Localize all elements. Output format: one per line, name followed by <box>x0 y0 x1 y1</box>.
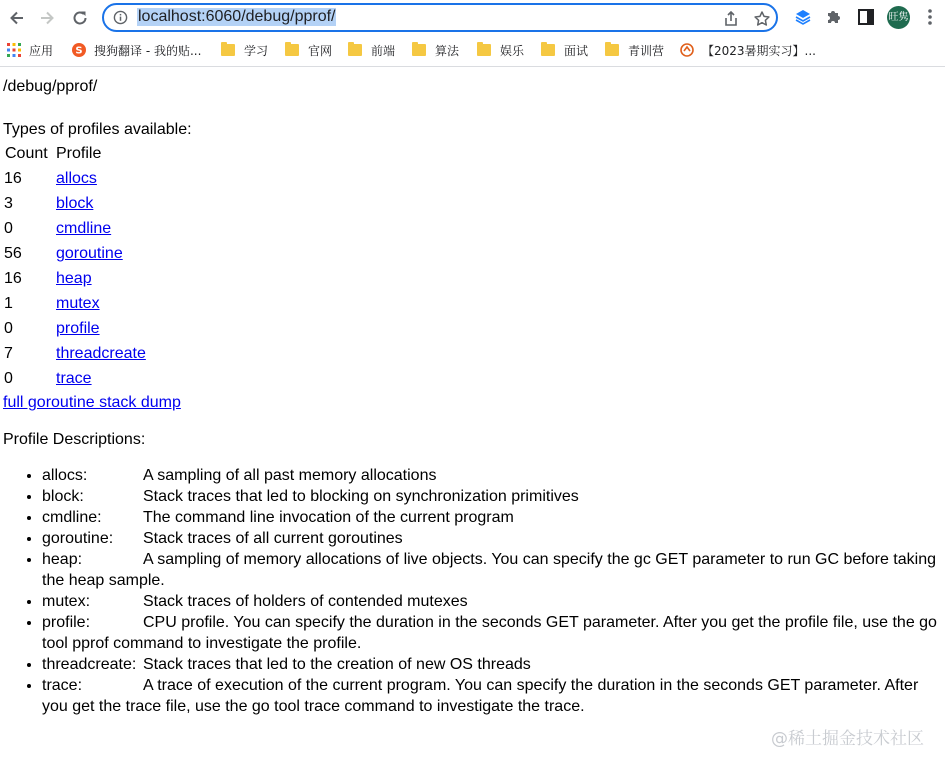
description-item: • heap: A sampling of memory allocations of live objects. You can specify the gc GET parameter to run GC before taking the heap sample. <box>42 549 945 591</box>
bookmark-folder-youth-camp[interactable]: 青训营 <box>605 41 664 59</box>
bookmarks-bar <box>0 35 945 67</box>
profile-count: 16 <box>4 270 22 287</box>
description-item: • allocs: A sampling of all past memory allocations <box>42 465 945 486</box>
page-title: /debug/pprof/ <box>3 78 98 95</box>
browser-toolbar <box>0 0 945 35</box>
folder-icon <box>221 44 235 56</box>
profile-link-cmdline[interactable]: cmdline <box>56 220 112 237</box>
profile-link-block[interactable]: block <box>56 195 94 212</box>
more-menu-icon[interactable] <box>920 7 940 27</box>
forward-button[interactable] <box>35 6 59 30</box>
profile-link-threadcreate[interactable]: threadcreate <box>56 345 146 362</box>
bookmark-sogou[interactable]: S 搜狗翻译 - 我的贴... <box>72 41 201 59</box>
profile-count: 7 <box>4 345 13 362</box>
count-header: Count <box>5 145 48 162</box>
apps-grid-icon <box>7 43 21 57</box>
bookmark-folder-entertainment[interactable]: 娱乐 <box>477 41 524 59</box>
profile-header: Profile <box>56 145 102 162</box>
bookmark-internship[interactable]: 【2023暑期实习】... <box>680 41 816 59</box>
profile-count: 56 <box>4 245 22 262</box>
sogou-logo-icon <box>72 43 86 57</box>
svg-text:S: S <box>75 45 83 57</box>
address-bar[interactable] <box>102 3 778 32</box>
descriptions-heading: Profile Descriptions: <box>3 431 146 448</box>
side-panel-icon[interactable] <box>856 7 876 27</box>
bookmark-folder-algorithm[interactable]: 算法 <box>412 41 459 59</box>
extension-layers-icon[interactable] <box>793 7 813 27</box>
types-heading: Types of profiles available: <box>3 121 192 138</box>
bookmark-folder-interview[interactable]: 面试 <box>541 41 588 59</box>
bookmark-apps[interactable]: 应用 <box>7 41 53 59</box>
profile-descriptions-list <box>0 465 945 717</box>
profile-link-mutex[interactable]: mutex <box>56 295 100 312</box>
description-item: • trace: A trace of execution of the current program. You can specify the duration in the seconds GET parameter. After you get the trace file, use the go tool trace command to investigate the trace. <box>42 675 945 717</box>
profile-link-heap[interactable]: heap <box>56 270 92 287</box>
description-item: • block: Stack traces that led to blocking on synchronization primitives <box>42 486 945 507</box>
profile-count: 0 <box>4 320 13 337</box>
url-text[interactable]: localhost:6060/debug/pprof/ <box>138 8 336 25</box>
profile-avatar[interactable]: 旺隽 <box>887 6 910 29</box>
description-item: • mutex: Stack traces of holders of contended mutexes <box>42 591 945 612</box>
share-icon[interactable] <box>722 10 740 28</box>
back-button[interactable] <box>5 6 29 30</box>
profile-link-profile[interactable]: profile <box>56 320 100 337</box>
profile-link-goroutine[interactable]: goroutine <box>56 245 123 262</box>
page-content <box>0 67 945 768</box>
folder-icon <box>285 44 299 56</box>
folder-icon <box>605 44 619 56</box>
star-icon[interactable] <box>753 10 771 28</box>
reload-button[interactable] <box>68 6 92 30</box>
bookmark-folder-study[interactable]: 学习 <box>221 41 268 59</box>
arrow-left-icon <box>8 9 26 27</box>
profile-count: 1 <box>4 295 13 312</box>
description-item: • goroutine: Stack traces of all current goroutines <box>42 528 945 549</box>
profile-link-allocs[interactable]: allocs <box>56 170 97 187</box>
watermark: @稀土掘金技术社区 <box>771 729 924 749</box>
folder-icon <box>412 44 426 56</box>
profile-count: 0 <box>4 220 13 237</box>
info-icon[interactable] <box>113 10 128 25</box>
bookmark-folder-frontend[interactable]: 前端 <box>348 41 395 59</box>
folder-icon <box>477 44 491 56</box>
folder-icon <box>541 44 555 56</box>
site-favicon-icon <box>680 43 694 57</box>
description-item: • profile: CPU profile. You can specify the duration in the seconds GET parameter. After you get the profile file, use the go tool pprof command to investigate the profile. <box>42 612 945 654</box>
profile-count: 0 <box>4 370 13 387</box>
profile-link-trace[interactable]: trace <box>56 370 92 387</box>
description-item: • threadcreate: Stack traces that led to the creation of new OS threads <box>42 654 945 675</box>
extensions-puzzle-icon[interactable] <box>824 7 844 27</box>
full-goroutine-dump-link[interactable]: full goroutine stack dump <box>3 394 181 411</box>
profile-count: 3 <box>4 195 13 212</box>
arrow-right-icon <box>38 9 56 27</box>
folder-icon <box>348 44 362 56</box>
reload-icon <box>71 9 89 27</box>
profile-count: 16 <box>4 170 22 187</box>
description-item: • cmdline: The command line invocation of the current program <box>42 507 945 528</box>
bookmark-folder-official[interactable]: 官网 <box>285 41 332 59</box>
